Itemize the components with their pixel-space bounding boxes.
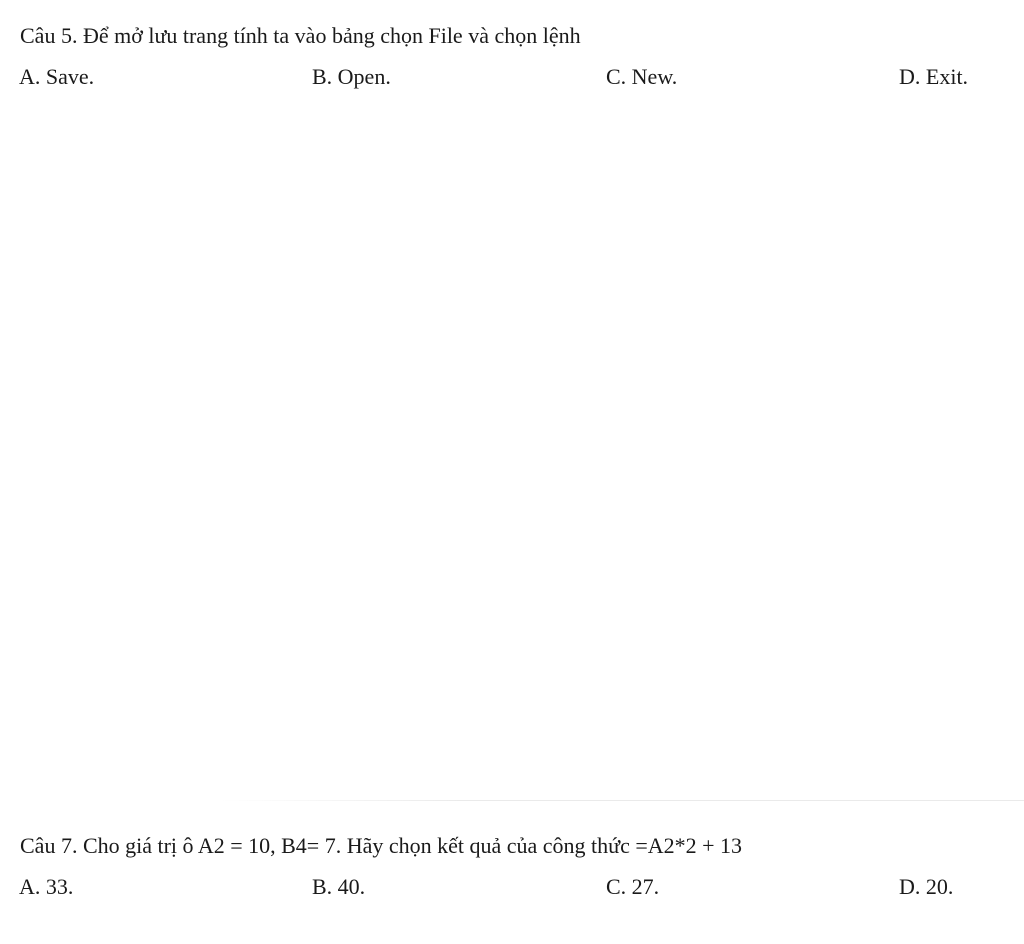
question-7-stem: Câu 7. Cho giá trị ô A2 = 10, B4= 7. Hãy chọn kết quả của công thức =A2*2 + 13 [20,833,743,858]
question-7-option-b: B. 40. [312,874,366,899]
question-5-option-b: B. Open. [312,64,391,89]
question-7-option-d: D. 20. [899,874,954,899]
section-divider [220,800,1024,801]
question-5-option-c: C. New. [606,64,678,89]
question-5-option-d: D. Exit. [899,64,969,89]
question-5-stem: Câu 5. Để mở lưu trang tính ta vào bảng chọn File và chọn lệnh [20,23,581,48]
question-5-option-a: A. Save. [19,64,95,89]
question-7-option-a: A. 33. [19,874,74,899]
question-7-option-c: C. 27. [606,874,660,899]
